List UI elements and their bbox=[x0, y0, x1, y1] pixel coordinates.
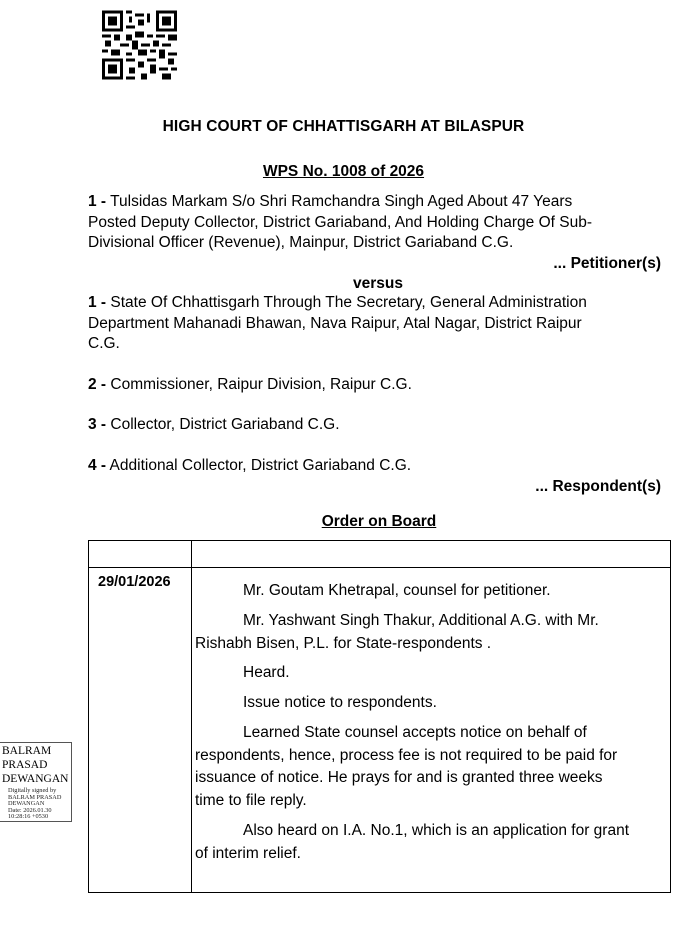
signer-name-3: DEWANGAN bbox=[2, 773, 69, 785]
order-para-1-text: Mr. Goutam Khetrapal, counsel for petitioner. bbox=[243, 582, 551, 599]
signature-line-4: Date: 2026.01.30 bbox=[8, 806, 52, 814]
respondent-label: ... Respondent(s) bbox=[535, 478, 661, 495]
order-date: 29/01/2026 bbox=[98, 574, 171, 590]
respondent-1 bbox=[88, 293, 668, 355]
order-para-4-text: Issue notice to respondents. bbox=[243, 694, 437, 711]
petitioner-label: ... Petitioner(s) bbox=[553, 255, 661, 272]
respondent-1-line-1 bbox=[88, 293, 668, 314]
table-column-divider bbox=[191, 540, 192, 893]
order-para-4 bbox=[195, 692, 669, 715]
order-para-2-text-1: Mr. Yashwant Singh Thakur, Additional A.G. with Mr. bbox=[243, 612, 599, 629]
order-para-5-text-1: Learned State counsel accepts notice on behalf of bbox=[243, 724, 587, 741]
signature-line-3: DEWANGAN bbox=[8, 800, 45, 808]
petitioner-number: 1 - bbox=[88, 193, 107, 210]
petitioner-text-1: Tulsidas Markam S/o Shri Ramchandra Singh Aged About 47 Years bbox=[110, 193, 573, 210]
petitioner-block bbox=[88, 192, 668, 254]
signature-line-2: BALRAM PRASAD bbox=[8, 793, 62, 801]
versus-label: versus bbox=[353, 275, 403, 292]
court-title: HIGH COURT OF CHHATTISGARH AT BILASPUR bbox=[162, 118, 525, 135]
respondent-3-number: 3 - bbox=[88, 416, 107, 433]
order-para-2-line-2: Rishabh Bisen, P.L. for State-respondents . bbox=[195, 634, 492, 652]
order-para-2-line-1 bbox=[195, 610, 669, 633]
order-para-3-text: Heard. bbox=[243, 664, 290, 681]
signature-line-5: 10:28:16 +0530 bbox=[8, 813, 49, 821]
respondent-2-text: Commissioner, Raipur Division, Raipur C.G. bbox=[110, 376, 412, 393]
order-para-6-line-2: of interim relief. bbox=[195, 844, 301, 862]
order-para-5-line-3: issuance of notice. He prays for and is granted three weeks bbox=[195, 769, 603, 786]
respondent-2 bbox=[88, 375, 668, 396]
respondent-1-text-1: State Of Chhattisgarh Through The Secretary, General Administration bbox=[110, 294, 587, 311]
signer-name-2: PRASAD bbox=[2, 759, 48, 771]
order-para-5-line-2: respondents, hence, process fee is not required to be paid for bbox=[195, 746, 618, 764]
respondent-2-number: 2 - bbox=[88, 376, 107, 393]
order-para-6-text-1: Also heard on I.A. No.1, which is an application for grant bbox=[243, 822, 629, 839]
order-para-6 bbox=[195, 820, 669, 865]
respondent-4-number: 4 - bbox=[88, 457, 107, 474]
order-para-5-line-4: time to file reply. bbox=[195, 791, 307, 809]
respondent-3-text: Collector, District Gariaband C.G. bbox=[110, 416, 340, 433]
order-para-5 bbox=[195, 722, 669, 812]
signature-line-1: Digitally signed by bbox=[8, 787, 57, 794]
petitioner-line-1 bbox=[88, 192, 668, 213]
petitioner-line-3: Divisional Officer (Revenue), Mainpur, District Gariaband C.G. bbox=[88, 234, 514, 251]
case-number: WPS No. 1008 of 2026 bbox=[262, 163, 425, 180]
order-para-6-line-1 bbox=[195, 820, 669, 843]
digital-signature-stamp bbox=[0, 742, 72, 822]
respondent-4-text: Additional Collector, District Gariaband C.G. bbox=[109, 457, 412, 474]
order-para-1 bbox=[195, 580, 669, 603]
table-header-divider bbox=[88, 567, 671, 568]
order-para-5-line-1 bbox=[195, 722, 669, 745]
signer-name-1: BALRAM bbox=[2, 745, 52, 757]
petitioner-line-2: Posted Deputy Collector, District Gariaband, And Holding Charge Of Sub- bbox=[88, 213, 593, 231]
respondent-1-line-2: Department Mahanadi Bhawan, Nava Raipur, Atal Nagar, District Raipur bbox=[88, 314, 582, 332]
order-title: Order on Board bbox=[321, 513, 437, 530]
order-para-2 bbox=[195, 610, 669, 655]
respondent-1-line-3: C.G. bbox=[88, 335, 120, 352]
respondent-1-number: 1 - bbox=[88, 294, 107, 311]
respondent-3 bbox=[88, 415, 668, 436]
order-para-3 bbox=[195, 662, 669, 685]
respondent-4 bbox=[88, 456, 668, 477]
qr-code-icon bbox=[102, 10, 177, 80]
